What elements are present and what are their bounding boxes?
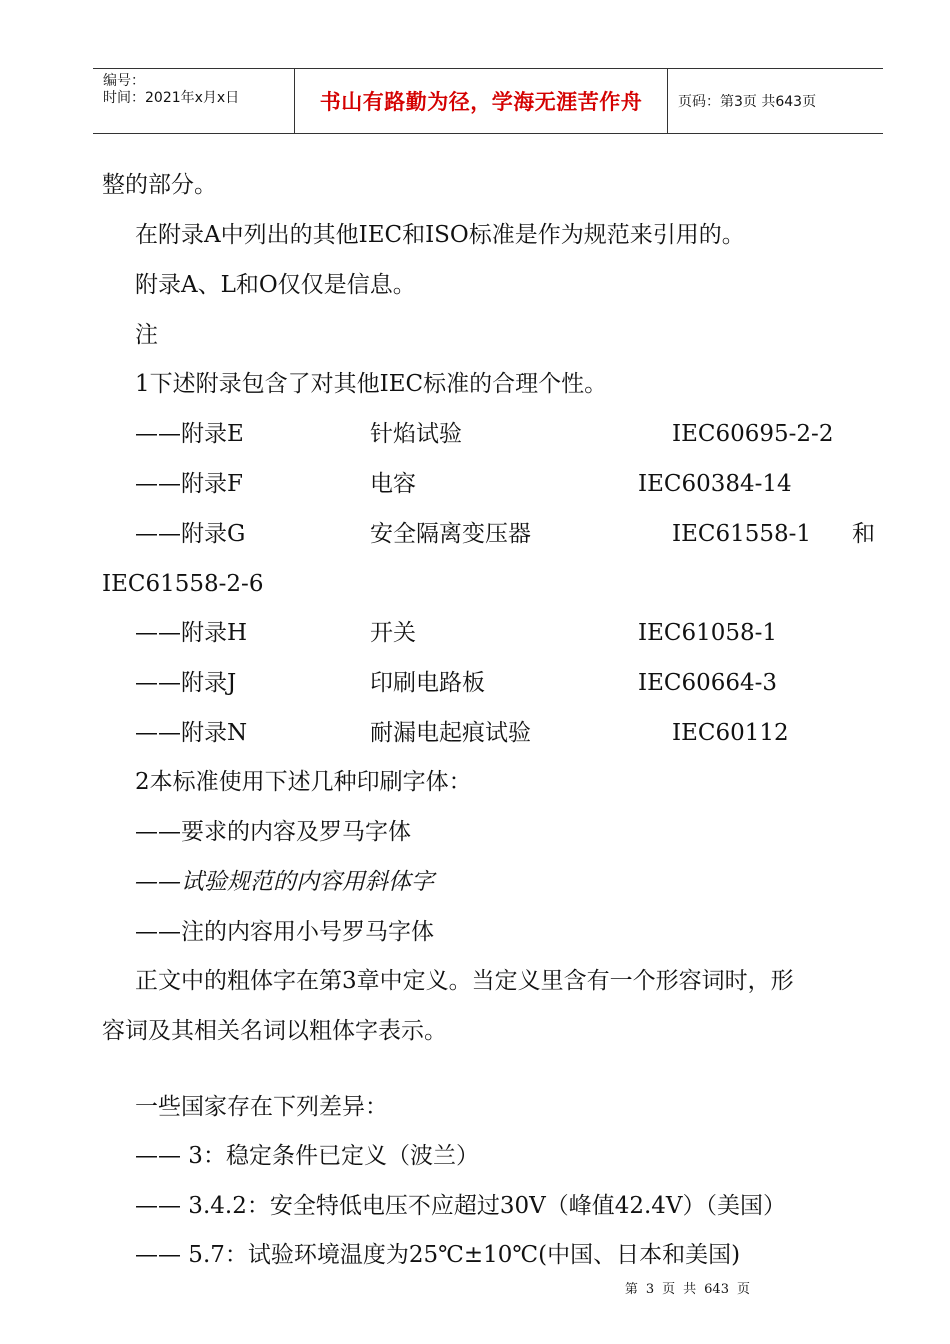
- annex-label: ——附录N: [135, 720, 248, 746]
- header-motto-cell: [295, 69, 668, 133]
- annex-standard-continuation: IEC61558-2-6: [102, 571, 264, 597]
- annex-conjunction: 和: [852, 521, 875, 547]
- paragraph: 在附录A中列出的其他IEC和ISO标准是作为规范来引用的。: [135, 222, 745, 248]
- list-item: —— 5.7：试验环境温度为25℃±10℃(中国、日本和美国): [135, 1242, 741, 1268]
- page-info: 页码：第3页 共643页: [678, 94, 817, 110]
- paragraph: 容词及其相关名词以粗体字表示。: [102, 1018, 447, 1044]
- annex-standard: IEC60112: [672, 720, 789, 746]
- annex-label: ——附录J: [135, 670, 237, 696]
- header-page-cell: [668, 69, 883, 133]
- motto-text: 书山有路勤为径，学海无涯苦作舟: [319, 90, 643, 114]
- paragraph: 一些国家存在下列差异：: [135, 1094, 388, 1120]
- page-footer: [0, 1278, 950, 1297]
- list-item: ——要求的内容及罗马字体: [135, 819, 411, 845]
- annex-title: 开关: [370, 620, 416, 646]
- footer-word: 共: [683, 1282, 697, 1297]
- annex-label: ——附录E: [135, 421, 244, 447]
- footer-word: 第: [624, 1282, 638, 1297]
- annex-standard: IEC60695-2-2: [672, 421, 834, 447]
- annex-title: 耐漏电起痕试验: [370, 720, 531, 746]
- footer-word: 页: [662, 1282, 676, 1297]
- paragraph: 附录A、L和O仅仅是信息。: [135, 272, 416, 298]
- annex-label: ——附录H: [135, 620, 248, 646]
- annex-title: 安全隔离变压器: [370, 521, 531, 547]
- annex-standard: IEC61058-1: [638, 620, 778, 646]
- page-header: [93, 68, 883, 134]
- note-heading: 注: [135, 322, 158, 348]
- time-label: 时间：2021年x月x日: [103, 90, 240, 106]
- annex-title: 印刷电路板: [370, 670, 485, 696]
- list-item-italic: ——试验规范的内容用斜体字: [135, 869, 434, 895]
- annex-label: ——附录G: [135, 521, 246, 547]
- paragraph: 1下述附录包含了对其他IEC标准的合理个性。: [135, 371, 608, 397]
- paragraph: 正文中的粗体字在第3章中定义。当定义里含有一个形容词时，形: [135, 968, 794, 994]
- annex-title: 针焰试验: [370, 421, 462, 447]
- list-item: ——注的内容用小号罗马字体: [135, 919, 434, 945]
- annex-label: ——附录F: [135, 471, 243, 497]
- number-label: 编号：: [103, 73, 145, 89]
- header-left-cell: [93, 69, 295, 133]
- annex-standard: IEC60664-3: [638, 670, 778, 696]
- list-item: —— 3.4.2：安全特低电压不应超过30V（峰值42.4V）（美国）: [135, 1193, 787, 1219]
- annex-standard: IEC61558-1: [672, 521, 812, 547]
- list-item: —— 3：稳定条件已定义（波兰）: [135, 1143, 479, 1169]
- paragraph: 整的部分。: [102, 172, 217, 198]
- footer-page-number: 3: [645, 1282, 655, 1297]
- annex-standard: IEC60384-14: [638, 471, 792, 497]
- paragraph: 2本标准使用下述几种印刷字体：: [135, 769, 472, 795]
- footer-word: 页: [736, 1282, 750, 1297]
- annex-title: 电容: [370, 471, 416, 497]
- footer-total-pages: 643: [704, 1282, 729, 1297]
